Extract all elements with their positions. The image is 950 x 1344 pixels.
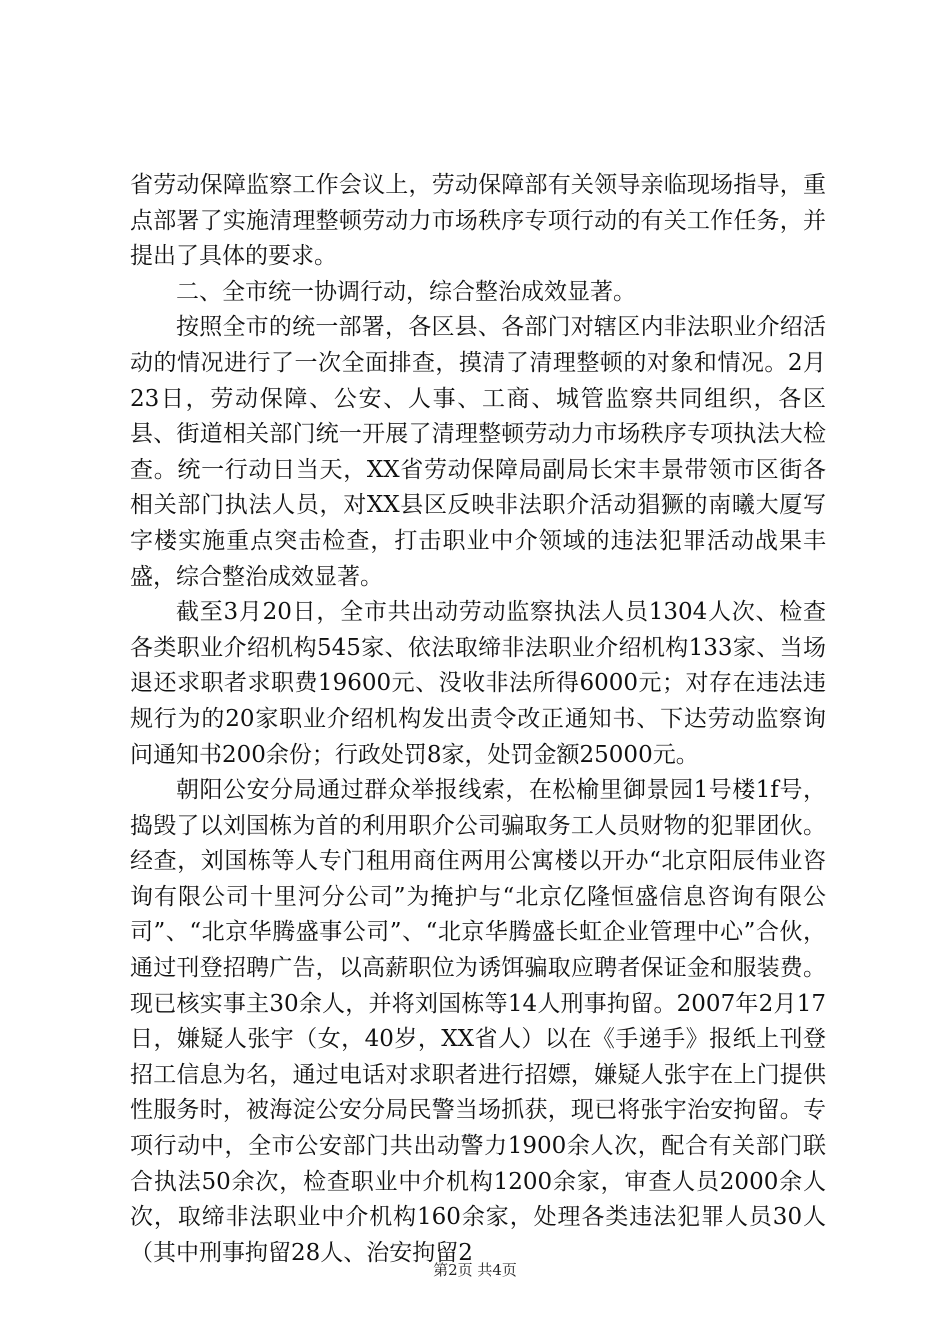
document-body [130, 168, 826, 1271]
section-heading: 二、全市统一协调行动，综合整治成效显著。 [176, 278, 636, 305]
paragraph: 按照全市的统一部署，各区县、各部门对辖区内非法职业介绍活动的情况进行了一次全面排查，摸清了清理整顿的对象和情况。2月23日，劳动保障、公安、人事、工商、城管监察共同组织，各区县、街道相关部门统一开展了清理整顿劳动力市场秩序专项执法大检查。统一行动日当天，XX省劳动保障局副局长宋丰景带领市区街各相关部门执法人员，对XX县区反映非法职介活动猖獗的南曦大厦写字楼实施重点突击检查，打击职业中介领域的违法犯罪活动战果丰盛，综合整治成效显著。 [130, 314, 826, 590]
page-footer: 第2页 共4页 [433, 1261, 517, 1279]
paragraph-continuation: 省劳动保障监察工作会议上，劳动保障部有关领导亲临现场指导，重点部署了实施清理整顿劳动力市场秩序专项行动的有关工作任务，并提出了具体的要求。 [130, 172, 826, 270]
paragraph: 截至3月20日，全市共出动劳动监察执法人员1304人次、检查各类职业介绍机构545家、依法取缔非法职业介绍机构133家、当场退还求职者求职费19600元、没收非法所得6000元；对存在违法违规行为的20家职业介绍机构发出责令改正通知书、下达劳动监察询问通知书200余份；行政处罚8家，处罚金额25000元。 [130, 599, 826, 768]
paragraph: 朝阳公安分局通过群众举报线索，在松榆里御景园1号楼1f号，捣毁了以刘国栋为首的利用职介公司骗取务工人员财物的犯罪团伙。经查，刘国栋等人专门租用商住两用公寓楼以开办“北京阳辰伟业咨询有限公司十里河分公司”为掩护与“北京亿隆恒盛信息咨询有限公司”、“北京华腾盛事公司”、“北京华腾盛长虹企业管理中心”合伙，通过刊登招聘广告，以高薪职位为诱饵骗取应聘者保证金和服装费。现已核实事主30余人，并将刘国栋等14人刑事拘留。2007年2月17日，嫌疑人张宇（女，40岁，XX省人）以在《手递手》报纸上刊登招工信息为名，通过电话对求职者进行招嫖，嫌疑人张宇在上门提供性服务时，被海淀公安分局民警当场抓获，现已将张宇治安拘留。专项行动中，全市公安部门共出动警力1900余人次，配合有关部门联合执法50余次，检查职业中介机构1200余家，审查人员2000余人次，取缔非法职业中介机构160余家，处理各类违法犯罪人员30人（其中刑事拘留28人、治安拘留2 [130, 777, 826, 1266]
